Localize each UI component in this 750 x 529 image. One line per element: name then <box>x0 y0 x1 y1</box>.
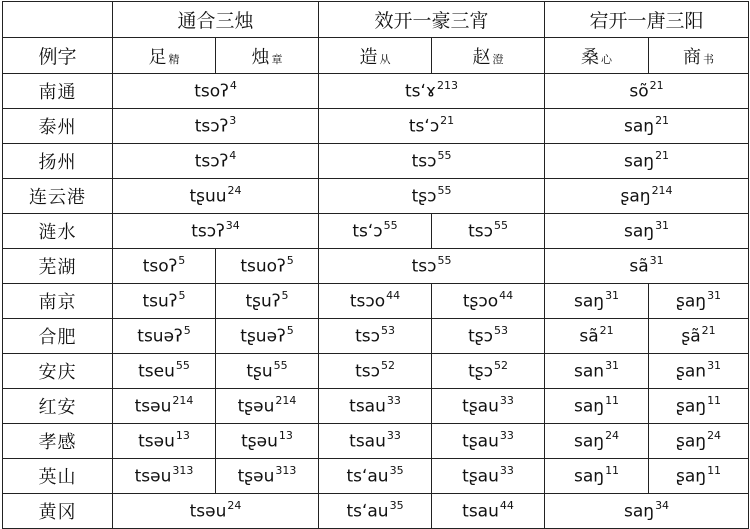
ipa-transcription: saŋ <box>574 396 605 417</box>
tone-value: 21 <box>649 79 664 93</box>
tone-value: 55 <box>175 359 190 373</box>
pronunciation-cell <box>545 389 649 424</box>
tone-value: 21 <box>701 324 716 338</box>
pronunciation-cell <box>432 354 545 389</box>
ipa-transcription: tsʻau <box>346 466 389 487</box>
tone-value: 35 <box>389 464 404 478</box>
tone-value: 11 <box>707 464 722 478</box>
example-char: 足 <box>148 46 167 68</box>
example-gloss: 从 <box>379 52 391 66</box>
place-name: 红安 <box>3 389 113 424</box>
pronunciation-cell <box>113 389 216 424</box>
place-name: 孝感 <box>3 424 113 459</box>
tone-value: 24 <box>227 184 242 198</box>
pronunciation-cell <box>113 179 319 214</box>
table-row <box>3 144 749 179</box>
ipa-transcription: sã <box>579 326 599 347</box>
ipa-transcription: tsɔʔ <box>194 116 229 137</box>
ipa-transcription: san <box>574 361 605 382</box>
table-row <box>3 284 749 319</box>
tone-value: 11 <box>605 394 620 408</box>
ipa-transcription: ʂaŋ <box>620 186 651 207</box>
tone-value: 34 <box>225 219 240 233</box>
ipa-transcription: tʂuʔ <box>245 291 281 312</box>
pronunciation-cell <box>649 319 749 354</box>
header-row-groups <box>3 2 749 38</box>
tone-value: 24 <box>605 429 620 443</box>
example-label: 例字 <box>3 38 113 74</box>
tone-value: 5 <box>178 254 186 268</box>
place-name: 涟水 <box>3 214 113 249</box>
tone-value: 5 <box>178 289 186 303</box>
tone-value: 11 <box>707 394 722 408</box>
table-row <box>3 109 749 144</box>
place-name: 安庆 <box>3 354 113 389</box>
tone-value: 55 <box>273 359 288 373</box>
ipa-transcription: tsuoʔ <box>240 256 286 277</box>
pronunciation-cell <box>545 319 649 354</box>
ipa-transcription: tsʻɔ <box>352 221 383 242</box>
table-row <box>3 459 749 494</box>
ipa-transcription: ʂã <box>681 326 701 347</box>
tone-value: 52 <box>380 359 395 373</box>
pronunciation-cell <box>545 214 749 249</box>
place-name: 南通 <box>3 74 113 109</box>
ipa-transcription: tʂɔ <box>411 186 437 207</box>
pronunciation-cell <box>319 389 432 424</box>
ipa-transcription: sã <box>629 256 649 277</box>
tone-value: 3 <box>229 114 237 128</box>
pronunciation-cell <box>545 459 649 494</box>
pronunciation-cell <box>432 284 545 319</box>
ipa-transcription: tseu <box>138 361 175 382</box>
tone-value: 24 <box>227 499 242 513</box>
tone-value: 31 <box>655 219 670 233</box>
ipa-transcription: tsɔʔ <box>191 221 225 242</box>
tone-value: 55 <box>437 184 452 198</box>
pronunciation-cell <box>649 284 749 319</box>
pronunciation-cell <box>319 214 432 249</box>
ipa-transcription: tsʻɔ <box>408 116 440 137</box>
tone-value: 214 <box>275 394 297 408</box>
pronunciation-cell <box>319 319 432 354</box>
group-header-2: 效开一豪三宵 <box>319 2 545 38</box>
ipa-transcription: ʂaŋ <box>676 431 707 452</box>
ipa-transcription: tsɔ <box>411 256 437 277</box>
tone-value: 55 <box>437 254 452 268</box>
ipa-transcription: tʂəu <box>237 466 275 487</box>
pronunciation-cell <box>216 284 319 319</box>
tone-value: 52 <box>493 359 508 373</box>
tone-value: 55 <box>383 219 398 233</box>
tone-value: 4 <box>229 79 237 93</box>
ipa-transcription: tʂəu <box>237 396 275 417</box>
pronunciation-cell <box>649 424 749 459</box>
pronunciation-cell <box>319 284 432 319</box>
pronunciation-cell <box>649 389 749 424</box>
pronunciation-cell <box>545 494 749 529</box>
table-row <box>3 249 749 284</box>
pronunciation-cell <box>113 109 319 144</box>
ipa-transcription: tʂau <box>462 396 499 417</box>
tone-value: 4 <box>229 149 237 163</box>
ipa-transcription: tʂau <box>462 431 499 452</box>
pronunciation-cell <box>216 249 319 284</box>
tone-value: 5 <box>286 324 294 338</box>
place-name: 芜湖 <box>3 249 113 284</box>
pronunciation-cell <box>319 459 432 494</box>
pronunciation-cell <box>319 249 545 284</box>
pronunciation-cell <box>545 109 749 144</box>
ipa-transcription: saŋ <box>624 501 655 522</box>
tone-value: 214 <box>651 184 673 198</box>
table-row <box>3 389 749 424</box>
ipa-transcription: ʂaŋ <box>676 466 707 487</box>
pronunciation-cell <box>319 109 545 144</box>
place-name: 扬州 <box>3 144 113 179</box>
tone-value: 34 <box>655 499 670 513</box>
pronunciation-cell <box>319 354 432 389</box>
pronunciation-cell <box>545 144 749 179</box>
example-gloss: 章 <box>271 52 283 66</box>
ipa-transcription: tsau <box>349 431 386 452</box>
pronunciation-cell <box>113 214 319 249</box>
ipa-transcription: tsɔ <box>355 326 380 347</box>
ipa-transcription: tsəu <box>134 466 172 487</box>
table-row <box>3 354 749 389</box>
example-char: 赵 <box>472 46 491 68</box>
tone-value: 21 <box>440 114 455 128</box>
pronunciation-cell <box>216 459 319 494</box>
header-row-examples <box>3 38 749 74</box>
pronunciation-cell <box>113 319 216 354</box>
pronunciation-cell <box>432 424 545 459</box>
ipa-transcription: tʂɔ <box>468 361 493 382</box>
example-gloss: 心 <box>601 52 613 66</box>
example-char: 造 <box>359 46 378 68</box>
group-header-3: 宕开一唐三阳 <box>545 2 749 38</box>
tone-value: 33 <box>499 429 514 443</box>
pronunciation-cell <box>216 319 319 354</box>
table-row <box>3 424 749 459</box>
ipa-transcription: tʂuu <box>189 186 227 207</box>
ipa-transcription: ʂaŋ <box>676 291 707 312</box>
ipa-transcription: saŋ <box>624 151 655 172</box>
pronunciation-cell <box>649 354 749 389</box>
pronunciation-cell <box>113 74 319 109</box>
example-cell <box>432 38 545 74</box>
ipa-transcription: tsɔ <box>411 151 437 172</box>
tone-value: 31 <box>649 254 664 268</box>
tone-value: 21 <box>655 114 670 128</box>
tone-value: 313 <box>172 464 194 478</box>
table-row <box>3 319 749 354</box>
pronunciation-cell <box>113 459 216 494</box>
tone-value: 11 <box>605 464 620 478</box>
pronunciation-cell <box>319 494 432 529</box>
tone-value: 213 <box>437 79 459 93</box>
tone-value: 44 <box>386 289 401 303</box>
place-name: 合肥 <box>3 319 113 354</box>
ipa-transcription: tʂu <box>246 361 273 382</box>
tone-value: 21 <box>599 324 614 338</box>
example-char: 商 <box>683 46 702 68</box>
tone-value: 55 <box>493 219 508 233</box>
ipa-transcription: sõ <box>629 81 649 102</box>
ipa-transcription: saŋ <box>574 431 605 452</box>
ipa-transcription: tsɔ <box>355 361 380 382</box>
example-char: 烛 <box>251 46 270 68</box>
pronunciation-cell <box>545 74 749 109</box>
pronunciation-cell <box>319 144 545 179</box>
tone-value: 33 <box>386 394 401 408</box>
tone-value: 33 <box>499 394 514 408</box>
pronunciation-cell <box>432 214 545 249</box>
tone-value: 44 <box>499 499 514 513</box>
tone-value: 13 <box>175 429 190 443</box>
pronunciation-cell <box>432 459 545 494</box>
place-name: 泰州 <box>3 109 113 144</box>
tone-value: 21 <box>655 149 670 163</box>
pronunciation-cell <box>113 284 216 319</box>
example-gloss: 精 <box>168 52 180 66</box>
tone-value: 5 <box>281 289 289 303</box>
ipa-transcription: ʂan <box>676 361 707 382</box>
ipa-transcription: tsuʔ <box>142 291 178 312</box>
tone-value: 44 <box>499 289 514 303</box>
tone-value: 313 <box>275 464 297 478</box>
pronunciation-cell <box>216 354 319 389</box>
example-cell <box>649 38 749 74</box>
ipa-transcription: tsəu <box>189 501 227 522</box>
tone-value: 214 <box>172 394 194 408</box>
ipa-transcription: tʂɔ <box>468 326 493 347</box>
example-cell <box>216 38 319 74</box>
tone-value: 35 <box>389 499 404 513</box>
tone-value: 31 <box>707 289 722 303</box>
example-cell <box>545 38 649 74</box>
ipa-transcription: tsoʔ <box>194 81 229 102</box>
ipa-transcription: saŋ <box>574 466 605 487</box>
pronunciation-cell <box>113 424 216 459</box>
group-header-1: 通合三烛 <box>113 2 319 38</box>
place-name: 黄冈 <box>3 494 113 529</box>
table-row <box>3 74 749 109</box>
pronunciation-cell <box>216 424 319 459</box>
example-cell <box>113 38 216 74</box>
ipa-transcription: tʂəu <box>241 431 278 452</box>
place-name: 连云港 <box>3 179 113 214</box>
tone-value: 31 <box>605 359 620 373</box>
tone-value: 5 <box>183 324 191 338</box>
pronunciation-cell <box>113 494 319 529</box>
ipa-transcription: tsəu <box>134 396 172 417</box>
example-char: 桑 <box>581 46 600 68</box>
tone-value: 31 <box>605 289 620 303</box>
ipa-transcription: tsɔʔ <box>194 151 229 172</box>
pronunciation-cell <box>545 249 749 284</box>
ipa-transcription: tsʻau <box>346 501 389 522</box>
header-corner <box>3 2 113 38</box>
table-body <box>3 74 749 529</box>
place-name: 英山 <box>3 459 113 494</box>
ipa-transcription: saŋ <box>624 221 655 242</box>
example-cell <box>319 38 432 74</box>
pronunciation-cell <box>319 424 432 459</box>
tone-value: 53 <box>493 324 508 338</box>
ipa-transcription: tsɔ <box>468 221 493 242</box>
pronunciation-cell <box>432 494 545 529</box>
example-gloss: 书 <box>703 52 715 66</box>
dialect-comparison-table <box>2 1 749 529</box>
pronunciation-cell <box>545 354 649 389</box>
table-row <box>3 179 749 214</box>
ipa-transcription: tsəu <box>138 431 175 452</box>
pronunciation-cell <box>432 319 545 354</box>
tone-value: 53 <box>380 324 395 338</box>
ipa-transcription: saŋ <box>624 116 655 137</box>
tone-value: 24 <box>707 429 722 443</box>
tone-value: 5 <box>286 254 294 268</box>
ipa-transcription: tsau <box>462 501 499 522</box>
ipa-transcription: saŋ <box>574 291 605 312</box>
ipa-transcription: tʂau <box>462 466 499 487</box>
ipa-transcription: ʂaŋ <box>676 396 707 417</box>
pronunciation-cell <box>545 179 749 214</box>
tone-value: 31 <box>707 359 722 373</box>
ipa-transcription: tsoʔ <box>142 256 178 277</box>
table-row <box>3 494 749 529</box>
place-name: 南京 <box>3 284 113 319</box>
pronunciation-cell <box>113 354 216 389</box>
pronunciation-cell <box>113 249 216 284</box>
ipa-transcription: tsɔo <box>349 291 386 312</box>
pronunciation-cell <box>649 459 749 494</box>
tone-value: 33 <box>386 429 401 443</box>
pronunciation-cell <box>319 179 545 214</box>
pronunciation-cell <box>545 284 649 319</box>
ipa-transcription: tsʻɤ <box>404 81 437 102</box>
pronunciation-cell <box>216 389 319 424</box>
tone-value: 33 <box>499 464 514 478</box>
ipa-transcription: tsuəʔ <box>137 326 183 347</box>
ipa-transcription: tsau <box>349 396 386 417</box>
tone-value: 13 <box>278 429 293 443</box>
tone-value: 55 <box>437 149 452 163</box>
pronunciation-cell <box>432 389 545 424</box>
pronunciation-cell <box>319 74 545 109</box>
table-row <box>3 214 749 249</box>
example-gloss: 澄 <box>492 52 504 66</box>
ipa-transcription: tʂuəʔ <box>240 326 286 347</box>
pronunciation-cell <box>545 424 649 459</box>
ipa-transcription: tʂɔo <box>462 291 499 312</box>
pronunciation-cell <box>113 144 319 179</box>
